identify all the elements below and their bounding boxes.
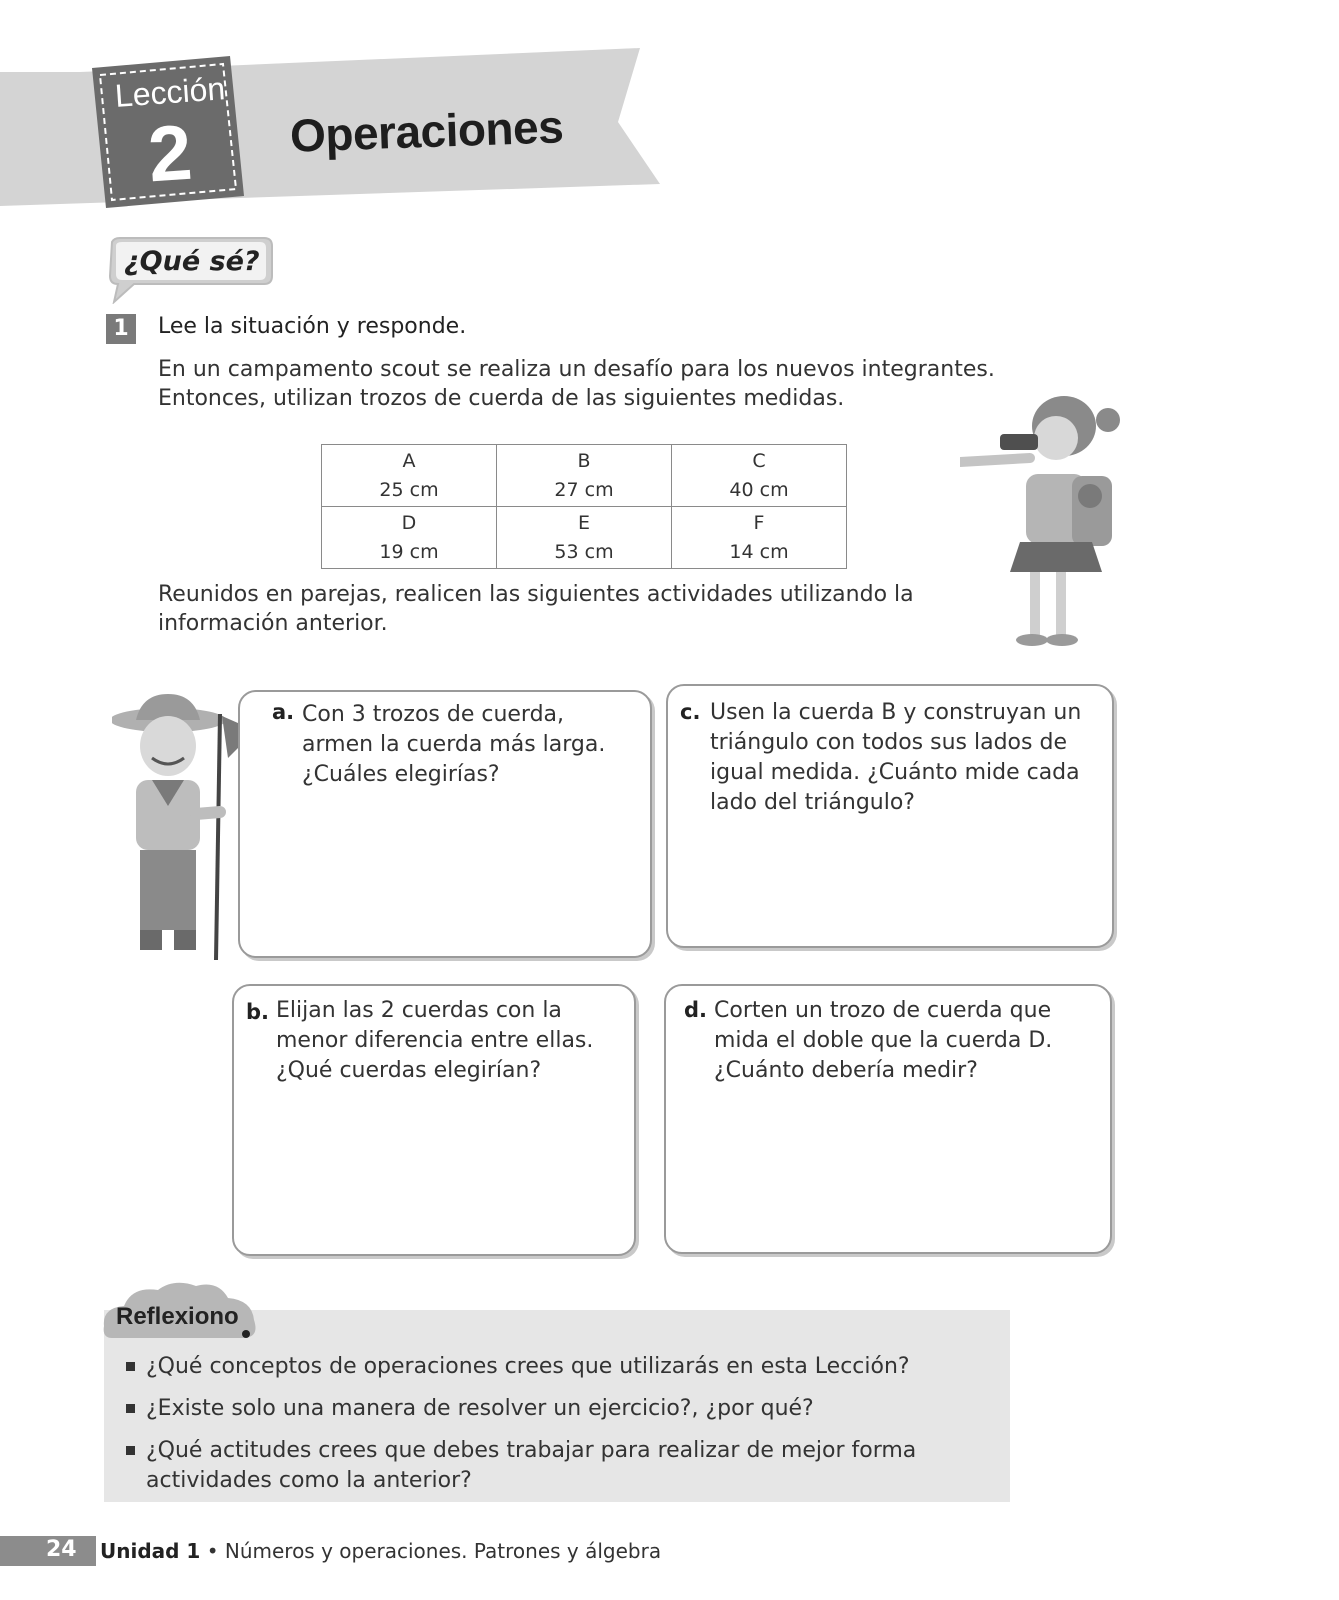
reflection-question-2: [146, 1394, 1006, 1424]
activity-text-a: [302, 700, 605, 790]
rope-label: D: [401, 511, 417, 534]
rope-label: F: [753, 511, 765, 534]
reflection-question-1: [146, 1352, 1006, 1382]
rope-length: 27 cm: [554, 478, 614, 501]
rope-label: B: [577, 449, 591, 472]
text-line: mida el doble que la cuerda D.: [714, 1028, 1053, 1053]
text-line: armen la cuerda más larga.: [302, 732, 606, 757]
text-line: ¿Cuánto debería medir?: [714, 1058, 978, 1083]
table-cell: [672, 445, 847, 507]
rope-label: E: [577, 511, 590, 534]
text-line: Elijan las 2 cuerdas con la: [276, 998, 562, 1023]
table-cell: [322, 445, 497, 507]
activity-text-b: [276, 996, 593, 1086]
text-line: lado del triángulo?: [710, 790, 915, 815]
exercise-instruction: Lee la situación y responde.: [158, 314, 467, 339]
rope-length: 25 cm: [379, 478, 439, 501]
rope-measures-table: [321, 444, 847, 569]
section-heading: ¿Qué sé?: [124, 246, 260, 277]
table-cell: [497, 507, 672, 569]
lesson-label: Lección: [113, 70, 227, 114]
bullet-icon: [126, 1362, 135, 1371]
rope-length: 14 cm: [729, 540, 789, 563]
page-number: 24: [46, 1537, 77, 1562]
subject-label: Números y operaciones. Patrones y álgebra: [224, 1539, 662, 1563]
text-line: ¿Qué cuerdas elegirían?: [276, 1058, 542, 1083]
intro-line-1: En un campamento scout se realiza un desafío para los nuevos integrantes.: [158, 357, 995, 382]
unit-label: Unidad 1: [100, 1539, 201, 1563]
reflection-question-3: [146, 1436, 1006, 1496]
bullet-icon: [126, 1446, 135, 1455]
lesson-number: 2: [145, 107, 195, 199]
followup-line-2: información anterior.: [158, 611, 388, 636]
footer-separator: •: [206, 1539, 219, 1563]
table-cell: [497, 445, 672, 507]
activity-text-d: [714, 996, 1052, 1086]
activity-letter-c: c.: [680, 700, 701, 724]
reflection-title: Reflexiono: [116, 1303, 239, 1330]
question-text: actividades como la anterior?: [146, 1468, 472, 1493]
text-line: Corten un trozo de cuerda que: [714, 998, 1052, 1023]
table-row: [322, 507, 847, 569]
rope-length: 19 cm: [379, 540, 439, 563]
question-text: ¿Existe solo una manera de resolver un ejercicio?, ¿por qué?: [146, 1396, 814, 1421]
rope-length: 53 cm: [554, 540, 614, 563]
bullet-icon: [126, 1404, 135, 1413]
activity-letter-b: b.: [246, 1000, 270, 1024]
footer-caption: [100, 1539, 661, 1563]
text-line: igual medida. ¿Cuánto mide cada: [710, 760, 1080, 785]
page-title: Operaciones: [289, 100, 565, 162]
followup-line-1: Reunidos en parejas, realicen las siguientes actividades utilizando la: [158, 582, 914, 607]
text-line: triángulo con todos sus lados de: [710, 730, 1067, 755]
text-line: Usen la cuerda B y construyan un: [710, 700, 1082, 725]
rope-label: C: [752, 449, 766, 472]
rope-length: 40 cm: [729, 478, 789, 501]
activity-text-c: [710, 698, 1081, 818]
question-text: ¿Qué conceptos de operaciones crees que utilizarás en esta Lección?: [146, 1354, 910, 1379]
question-text: ¿Qué actitudes crees que debes trabajar para realizar de mejor forma: [146, 1438, 917, 1463]
text-line: menor diferencia entre ellas.: [276, 1028, 594, 1053]
exercise-number: 1: [106, 314, 136, 344]
activity-letter-d: d.: [684, 998, 708, 1022]
rope-label: A: [402, 449, 416, 472]
text-line: Con 3 trozos de cuerda,: [302, 702, 565, 727]
table-cell: [672, 507, 847, 569]
table-row: [322, 445, 847, 507]
activity-letter-a: a.: [272, 700, 295, 724]
table-cell: [322, 507, 497, 569]
intro-line-2: Entonces, utilizan trozos de cuerda de las siguientes medidas.: [158, 386, 845, 411]
text-line: ¿Cuáles elegirías?: [302, 762, 500, 787]
